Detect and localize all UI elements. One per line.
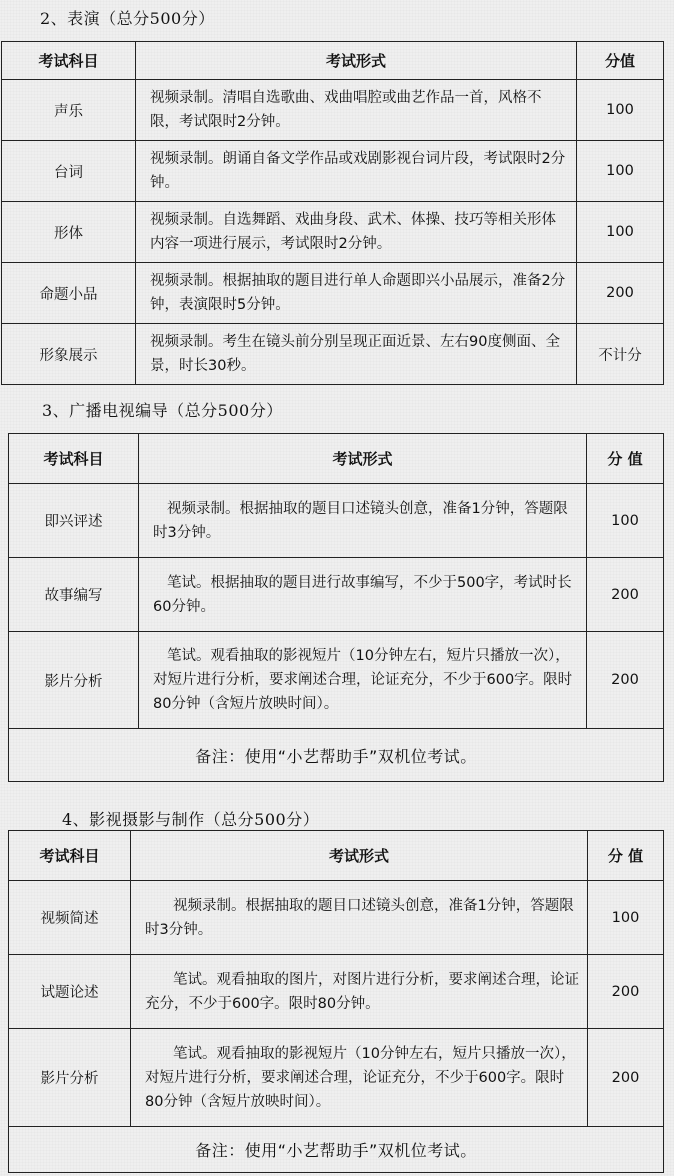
section-heading-performance: 2、表演（总分500分） [40,9,215,28]
exam-table-cinematography [8,830,664,1173]
subject-cell: 试题论述 [9,955,131,1029]
note-cell: 备注：使用“小艺帮助手”双机位考试。 [9,729,664,782]
score-cell: 100 [577,141,664,202]
table-row [2,324,664,385]
format-cell: 视频录制。自选舞蹈、戏曲身段、武术、体操、技巧等相关形体内容一项进行展示，考试限时2分钟。 [136,202,577,263]
subject-cell: 故事编写 [9,558,139,632]
score-cell: 不计分 [577,324,664,385]
table-row [9,1029,664,1127]
table-row [9,955,664,1029]
score-cell: 100 [588,881,664,955]
table-row [2,141,664,202]
score-cell: 200 [588,1029,664,1127]
format-cell: 视频录制。清唱自选歌曲、戏曲唱腔或曲艺作品一首，风格不限，考试限时2分钟。 [136,80,577,141]
score-cell: 200 [577,263,664,324]
subject-cell: 视频简述 [9,881,131,955]
format-cell: 视频录制。根据抽取的题目口述镜头创意，准备1分钟，答题限时3分钟。 [131,881,588,955]
subject-cell: 影片分析 [9,1029,131,1127]
table-row [9,558,664,632]
exam-table-directing [8,433,664,782]
header-format: 考试形式 [139,434,587,484]
format-cell: 视频录制。根据抽取的题目口述镜头创意，准备1分钟，答题限时3分钟。 [139,484,587,558]
format-cell: 视频录制。考生在镜头前分别呈现正面近景、左右90度侧面、全景，时长30秒。 [136,324,577,385]
table-header-row [9,434,664,484]
subject-cell: 形体 [2,202,136,263]
format-cell: 笔试。根据抽取的题目进行故事编写，不少于500字，考试时长60分钟。 [139,558,587,632]
header-format: 考试形式 [131,831,588,881]
header-subject: 考试科目 [9,831,131,881]
note-row [9,729,664,782]
section-heading-directing: 3、广播电视编导（总分500分） [42,401,283,420]
score-cell: 100 [587,484,664,558]
subject-cell: 声乐 [2,80,136,141]
header-format: 考试形式 [136,42,577,80]
subject-cell: 影片分析 [9,632,139,729]
subject-cell: 台词 [2,141,136,202]
score-cell: 200 [588,955,664,1029]
table-row [2,80,664,141]
header-score: 分值 [577,42,664,80]
table-row [9,881,664,955]
table-header-row [2,42,664,80]
header-subject: 考试科目 [9,434,139,484]
table-row [2,263,664,324]
score-cell: 100 [577,202,664,263]
format-cell: 视频录制。朗诵自备文学作品或戏剧影视台词片段，考试限时2分钟。 [136,141,577,202]
table-row [2,202,664,263]
format-cell: 笔试。观看抽取的图片，对图片进行分析，要求阐述合理，论证充分，不少于600字。限时80分钟。 [131,955,588,1029]
format-cell: 笔试。观看抽取的影视短片（10分钟左右，短片只播放一次），对短片进行分析，要求阐述合理，论证充分，不少于600字。限时80分钟（含短片放映时间）。 [131,1029,588,1127]
score-cell: 200 [587,558,664,632]
score-cell: 100 [577,80,664,141]
table-row [9,632,664,729]
score-cell: 200 [587,632,664,729]
subject-cell: 命题小品 [2,263,136,324]
format-cell: 视频录制。根据抽取的题目进行单人命题即兴小品展示，准备2分钟，表演限时5分钟。 [136,263,577,324]
header-score: 分 值 [588,831,664,881]
section-heading-cinematography: 4、影视摄影与制作（总分500分） [62,810,320,829]
subject-cell: 即兴评述 [9,484,139,558]
table-header-row [9,831,664,881]
header-subject: 考试科目 [2,42,136,80]
note-row [9,1127,664,1173]
header-score: 分 值 [587,434,664,484]
note-cell: 备注：使用“小艺帮助手”双机位考试。 [9,1127,664,1173]
exam-table-performance [1,41,664,385]
subject-cell: 形象展示 [2,324,136,385]
table-row [9,484,664,558]
format-cell: 笔试。观看抽取的影视短片（10分钟左右，短片只播放一次），对短片进行分析，要求阐述合理，论证充分，不少于600字。限时80分钟（含短片放映时间）。 [139,632,587,729]
